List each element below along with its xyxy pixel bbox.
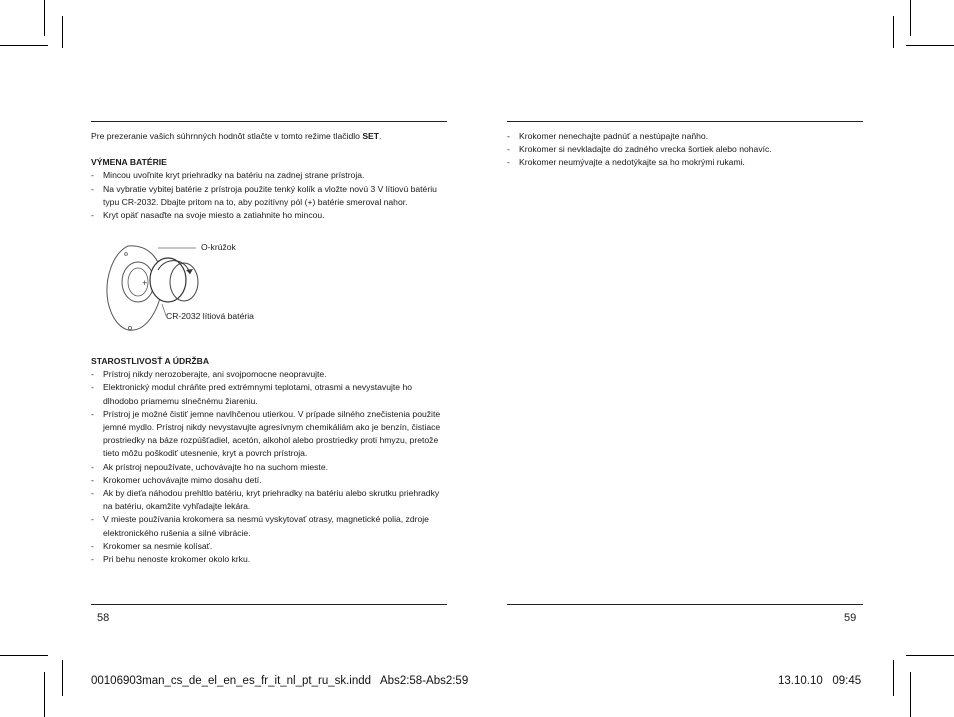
crop-mark <box>62 660 63 696</box>
list-item: - Krokomer si nevkladajte do zadného vrecka šortiek alebo nohavíc. <box>507 143 863 156</box>
crop-mark <box>910 0 911 36</box>
list-item: - Ak prístroj nepoužívate, uchovávajte ho na suchom mieste. <box>91 461 449 474</box>
crop-mark <box>906 45 954 46</box>
crop-mark <box>44 672 45 717</box>
list-item: - Krokomer sa nesmie kolísať. <box>91 540 449 553</box>
right-care-list <box>507 130 863 170</box>
plus-sign: + <box>142 278 148 288</box>
list-item: - Na vybratie vybitej batérie z prístroja použite tenký kolík a vložte novú 3 V lítiovú batériu typu CR-2032. Dbajte pritom na to, aby pozitívny pól (+) batérie smeroval nahor. <box>91 183 449 209</box>
battery-coin-icon <box>150 258 186 302</box>
left-top-rule <box>91 121 447 122</box>
list-item: - Kryt opäť nasaďte na svoje miesto a zatiahnite ho mincou. <box>91 209 449 222</box>
list-item: - Ak by dieťa náhodou prehltlo batériu, kryt priehradky na batériu alebo skrutku priehradky na batériu, okamžite vyhľadajte lekára. <box>91 487 449 513</box>
list-item: - Prístroj je možné čistiť jemne navlhčenou utierkou. V prípade silného znečistenia použite jemné mydlo. Prístroj nikdy nevystavujte agresívnym chemikáliám ako je benzín, čistiace prostriedky na báze rozpúšťadiel, acetón, alkohol alebo prostriedky proti hmyzu, pretože tieto môžu poškodiť utesnenie, kryt a povrch prístroja. <box>91 408 449 461</box>
list-item: - Krokomer uchovávajte mimo dosahu detí. <box>91 474 449 487</box>
battery-list <box>91 169 449 222</box>
slug-datetime: 13.10.10 09:45 <box>778 675 862 687</box>
crop-mark <box>893 16 894 48</box>
intro-paragraph: Pre prezeranie vašich súhrnných hodnôt stlačte v tomto režime tlačidlo SET. <box>91 131 382 141</box>
right-page-number: 59 <box>844 612 857 624</box>
list-item: - Prístroj nikdy nerozoberajte, ani svojpomocne neopravujte. <box>91 368 449 381</box>
battery-heading: VÝMENA BATÉRIE <box>91 157 167 168</box>
crop-mark <box>0 45 48 46</box>
slug-filename: 00106903man_cs_de_el_en_es_fr_it_nl_pt_ru_sk.indd Abs2:58-Abs2:59 <box>91 675 469 687</box>
arrow-head-icon <box>186 269 193 274</box>
right-bottom-rule <box>507 604 863 605</box>
list-item: - V mieste používania krokomera sa nesmú vyskytovať otrasy, magnetické polia, zdroje elektronického rušenia a silné vibrácie. <box>91 513 449 539</box>
screw-hole-icon <box>128 326 131 329</box>
right-page <box>507 130 863 170</box>
crop-mark <box>62 16 63 48</box>
list-item: - Elektronický modul chráňte pred extrémnymi teplotami, otrasmi a nevystavujte ho dlhodobo priamemu slnečnému žiareniu. <box>91 381 449 407</box>
left-bottom-rule <box>91 604 447 605</box>
o-ring-label: O-krúžok <box>201 242 236 252</box>
care-heading: STAROSTLIVOSŤ A ÚDRŽBA <box>91 356 210 366</box>
list-item: - Krokomer neumývajte a nedotýkajte sa ho mokrými rukami. <box>507 156 863 169</box>
left-page-bottom <box>91 355 449 566</box>
left-page-top <box>91 130 449 222</box>
battery-label: CR-2032 lítiová batéria <box>166 311 254 321</box>
battery-figure <box>100 240 210 340</box>
crop-mark <box>44 0 45 36</box>
left-page-number: 58 <box>97 612 110 624</box>
crop-mark <box>906 655 954 656</box>
list-item: - Mincou uvoľnite kryt priehradky na batériu na zadnej strane prístroja. <box>91 169 449 182</box>
right-top-rule <box>507 121 863 122</box>
crop-mark <box>0 655 48 656</box>
crop-mark <box>910 672 911 717</box>
list-item: - Pri behu nenoste krokomer okolo krku. <box>91 553 449 566</box>
care-list <box>91 368 449 566</box>
list-item: - Krokomer nenechajte padnúť a nestúpajte naňho. <box>507 130 863 143</box>
screw-hole-icon <box>125 253 128 256</box>
crop-mark <box>893 660 894 696</box>
